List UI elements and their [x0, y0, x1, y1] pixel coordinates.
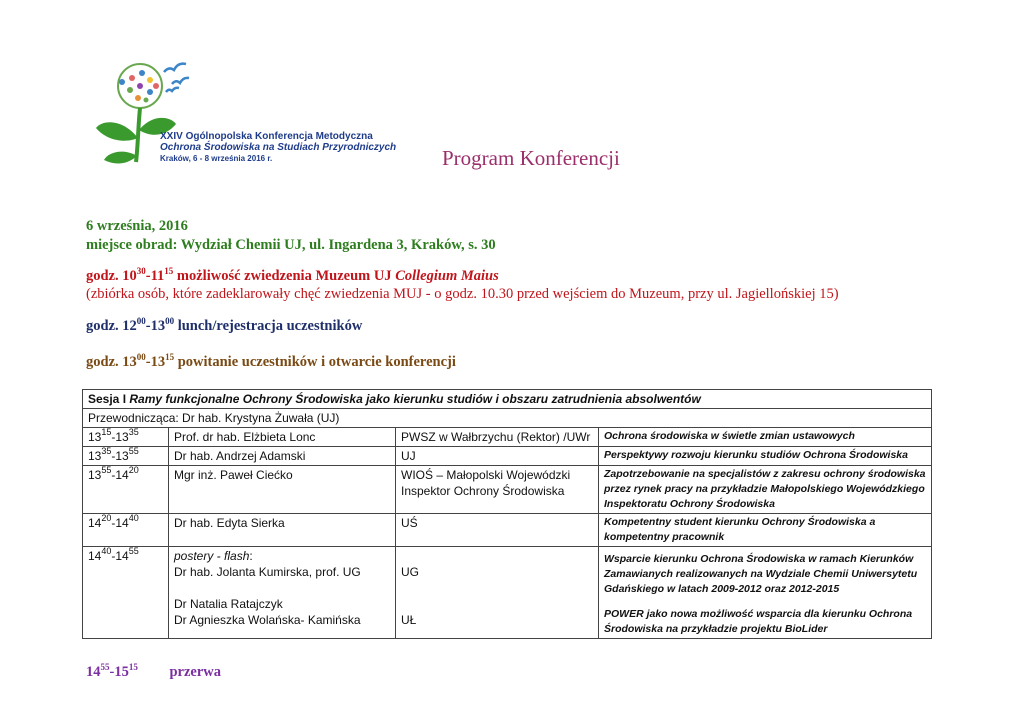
topic-cell: Ochrona środowiska w świetle zmian ustawowych	[599, 428, 932, 447]
session-table	[82, 389, 932, 639]
session-header-row	[83, 390, 932, 409]
time-start: 10	[122, 268, 137, 284]
time-cell: $13^{35}-13^{55}$	[83, 447, 169, 466]
time-start-min: 30	[136, 266, 146, 276]
session-chair-row	[83, 409, 932, 428]
agenda-item-break: $14^{55}-15^{15}$ przerwa	[86, 662, 221, 680]
table-row	[83, 466, 932, 514]
speaker-cell: Dr hab. Edyta Sierka	[169, 514, 396, 547]
item-prefix: godz.	[86, 354, 123, 370]
institution-cell: PWSZ w Wałbrzychu (Rektor) /UWr	[396, 428, 599, 447]
institution-cell	[396, 547, 599, 639]
time-end-min: 15	[164, 266, 174, 276]
page-title: Program Konferencji	[442, 146, 620, 170]
break-label: przerwa	[169, 664, 221, 680]
time-end-min: 15	[165, 352, 175, 362]
time-cell: $13^{15}-13^{35}$	[83, 428, 169, 447]
time-end: 15	[114, 664, 129, 680]
speaker-cell: Mgr inż. Paweł Ciećko	[169, 466, 396, 514]
leaf-left-icon	[96, 122, 138, 140]
logo-line-2: Ochrona Środowiska na Studiach Przyrodniczych	[160, 142, 397, 153]
flower-icon	[118, 64, 162, 108]
institution-cell: UJ	[396, 447, 599, 466]
birds-icon	[164, 64, 189, 92]
time-end: 13	[150, 354, 166, 370]
time-cell: $14^{40}-14^{55}$	[83, 547, 169, 639]
institution-b: UŁ	[401, 613, 417, 627]
item-text: możliwość zwiedzenia Muzeum UJ	[173, 268, 396, 284]
item-prefix: godz.	[86, 268, 123, 284]
time-end-min: 00	[165, 316, 175, 326]
speaker-cell: Prof. dr hab. Elżbieta Lonc	[169, 428, 396, 447]
logo-line-1: XXIV Ogólnopolska Konferencja Metodyczna	[160, 131, 373, 142]
table-row	[83, 547, 932, 639]
poster-label: postery - flash:	[174, 549, 253, 563]
agenda-item-museum-note: (zbiórka osób, które zadeklarowały chęć zwiedzenia MUJ - o godz. 10.30 przed wejściem do Muzeum, przy ul. Jagiellońskiej 15)	[86, 286, 839, 302]
time-start-min: 00	[136, 352, 146, 362]
time-end-min: 15	[128, 662, 138, 672]
time-start: 13	[122, 354, 137, 370]
time-end: 13	[150, 318, 166, 334]
speaker-a: Dr hab. Jolanta Kumirska, prof. UG	[174, 565, 361, 579]
institution-cell: UŚ	[396, 514, 599, 547]
topic-a: Wsparcie kierunku Ochrona Środowiska w ramach Kierunków Zamawianych realizowanych na Wydziale Chemii Uniwersytetu Gdańskiego w latach 2009-2012 oraz 2012-2015	[604, 553, 918, 595]
speaker-b2: Dr Agnieszka Wolańska- Kamińska	[174, 613, 361, 627]
speaker-cell: Dr hab. Andrzej Adamski	[169, 447, 396, 466]
agenda-item-lunch: godz. $12^{00}-13^{00}$ lunch/rejestracja uczestników	[86, 316, 363, 334]
time-start: 12	[122, 318, 137, 334]
speaker-cell	[169, 547, 396, 639]
agenda-item-museum: godz. $10^{30}-11^{15}$ możliwość zwiedzenia Muzeum UJ Collegium Maius	[86, 266, 499, 284]
time-cell: $13^{55}-14^{20}$	[83, 466, 169, 514]
session-label: Sesja I	[88, 392, 130, 406]
topic-b: POWER jako nowa możliwość wsparcia dla kierunku Ochrona Środowiska na przykładzie projektu BioLider	[604, 608, 913, 635]
table-row	[83, 428, 932, 447]
table-row	[83, 447, 932, 466]
time-start-min: 00	[136, 316, 146, 326]
logo-line-3: Kraków, 6 - 8 września 2016 r.	[160, 154, 273, 163]
institution-a: UG	[401, 565, 419, 579]
time-start: 14	[86, 664, 101, 680]
time-end: 11	[150, 268, 165, 284]
institution-cell: WIOŚ – Małopolski Wojewódzki Inspektor Ochrony Środowiska	[396, 466, 599, 514]
item-prefix: godz.	[86, 318, 123, 334]
time-cell: $14^{20}-14^{40}$	[83, 514, 169, 547]
topic-cell	[599, 547, 932, 639]
item-text: powitanie uczestników i otwarcie konferencji	[174, 354, 456, 370]
logo-caption	[160, 131, 396, 164]
speaker-b1: Dr Natalia Ratajczyk	[174, 597, 283, 611]
topic-cell: Kompetentny student kierunku Ochrony Środowiska a kompetentny pracownik	[599, 514, 932, 547]
conference-date: 6 września, 2016	[86, 218, 188, 234]
session-title-text: Ramy funkcjonalne Ochrony Środowiska jako kierunku studiów i obszaru zatrudnienia absolwentów	[129, 392, 701, 406]
item-text: lunch/rejestracja uczestników	[174, 318, 363, 334]
topic-cell: Perspektywy rozwoju kierunku studiów Ochrona Środowiska	[599, 447, 932, 466]
time-start-min: 55	[100, 662, 110, 672]
session-title	[83, 390, 932, 409]
leaf-bottom-icon	[104, 152, 137, 164]
venue: miejsce obrad: Wydział Chemii UJ, ul. Ingardena 3, Kraków, s. 30	[86, 237, 496, 253]
agenda-item-opening: godz. $13^{00}-13^{15}$ powitanie uczestników i otwarcie konferencji	[86, 352, 456, 370]
item-italic: Collegium Maius	[395, 268, 499, 284]
stem-icon	[136, 108, 140, 162]
session-chair: Przewodnicząca: Dr hab. Krystyna Żuwała (UJ)	[83, 409, 932, 428]
table-row	[83, 514, 932, 547]
topic-cell: Zapotrzebowanie na specjalistów z zakresu ochrony środowiska przez rynek pracy na przykładzie Małopolskiego Wojewódzkiego Inspektoratu Ochrony Środowiska	[599, 466, 932, 514]
